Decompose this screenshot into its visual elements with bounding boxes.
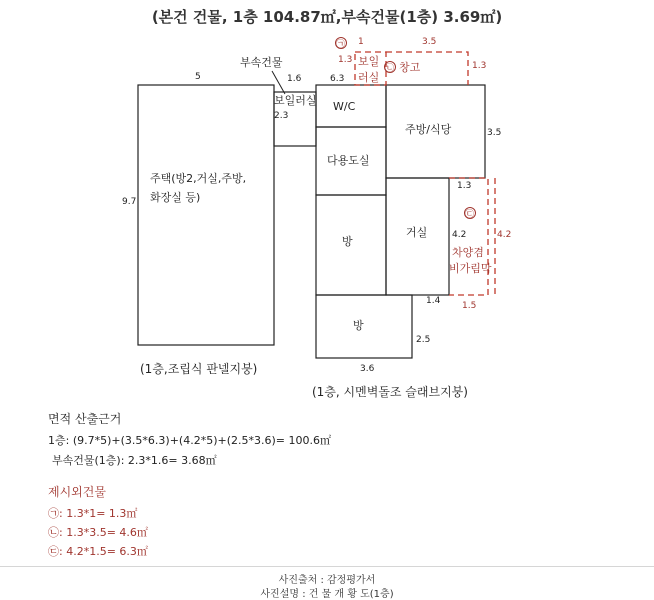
source-line-2: 사진설명 : 건 물 개 황 도(1층) [260,589,394,600]
main-house-room [138,85,274,345]
area-calc-heading: 면적 산출근거 [48,412,122,426]
roof-left-label: (1층,조립식 판넬지붕) [140,362,258,376]
excluded-line-b: ㉡: 1.3*3.5= 4.6㎡ [48,526,148,539]
dim-1-4: 1.4 [426,296,441,306]
excluded-a-label-1: 보일 [358,55,380,68]
dim-2-5: 2.5 [416,335,431,345]
dim-red-1-3-right: 1.3 [472,61,487,71]
excluded-b-marker: ㉡ [385,64,395,74]
boiler-label: 보일러실 [274,94,317,107]
excluded-a-label-2: 러실 [358,71,380,84]
dim-5: 5 [195,72,201,82]
dim-3-5: 3.5 [487,128,502,138]
room-1-label: 방 [342,235,353,248]
excluded-line-a: ㉠: 1.3*1= 1.3㎡ [48,507,138,520]
excluded-a-marker: ㉠ [336,40,346,50]
dim-red-1-3-left: 1.3 [338,55,353,65]
roof-right-label: (1층, 시멘벽돌조 슬래브지붕) [312,385,468,399]
excluded-c-label-1: 차양겸 [452,246,484,259]
excluded-c-marker: ㉢ [465,210,475,220]
room-2-label: 방 [353,319,364,332]
dim-red-4-2: 4.2 [497,230,512,240]
dim-4-2: 4.2 [452,230,467,240]
excluded-b-label: 창고 [399,61,421,74]
area-calc-line-1: 1층: (9.7*5)+(3.5*6.3)+(4.2*5)+(2.5*3.6)= 100.6㎡ [48,434,331,447]
dim-2-3: 2.3 [274,111,289,121]
dim-1-6: 1.6 [287,74,302,84]
excluded-c-label-2: 비가림막 [449,262,492,275]
dim-red-1: 1 [358,37,364,47]
annex-label: 부속건물 [240,56,283,69]
main-house-label-2: 화장실 등) [150,191,201,204]
excluded-line-c: ㉢: 4.2*1.5= 6.3㎡ [48,545,148,558]
dim-1-3: 1.3 [457,181,472,191]
dim-9-7: 9.7 [122,197,137,207]
source-line-1: 사진출처 : 감정평가서 [278,575,376,586]
dim-6-3: 6.3 [330,74,345,84]
area-calc-line-2: 부속건물(1층): 2.3*1.6= 3.68㎡ [52,454,217,467]
dim-red-1-5: 1.5 [462,301,477,311]
dim-red-3-5: 3.5 [422,37,437,47]
wc-label: W/C [333,100,356,113]
kitchen-label: 주방/식당 [405,123,452,136]
living-label: 거실 [406,226,428,239]
footer-divider [0,566,654,567]
utility-label: 다용도실 [327,154,370,167]
room-2 [316,295,412,358]
main-house-label-1: 주택(방2,거실,주방, [150,172,247,185]
dim-3-6: 3.6 [360,364,375,374]
page-title: (본건 건물, 1층 104.87㎡,부속건물(1층) 3.69㎡) [151,8,503,26]
excluded-heading: 제시외건물 [48,485,106,499]
